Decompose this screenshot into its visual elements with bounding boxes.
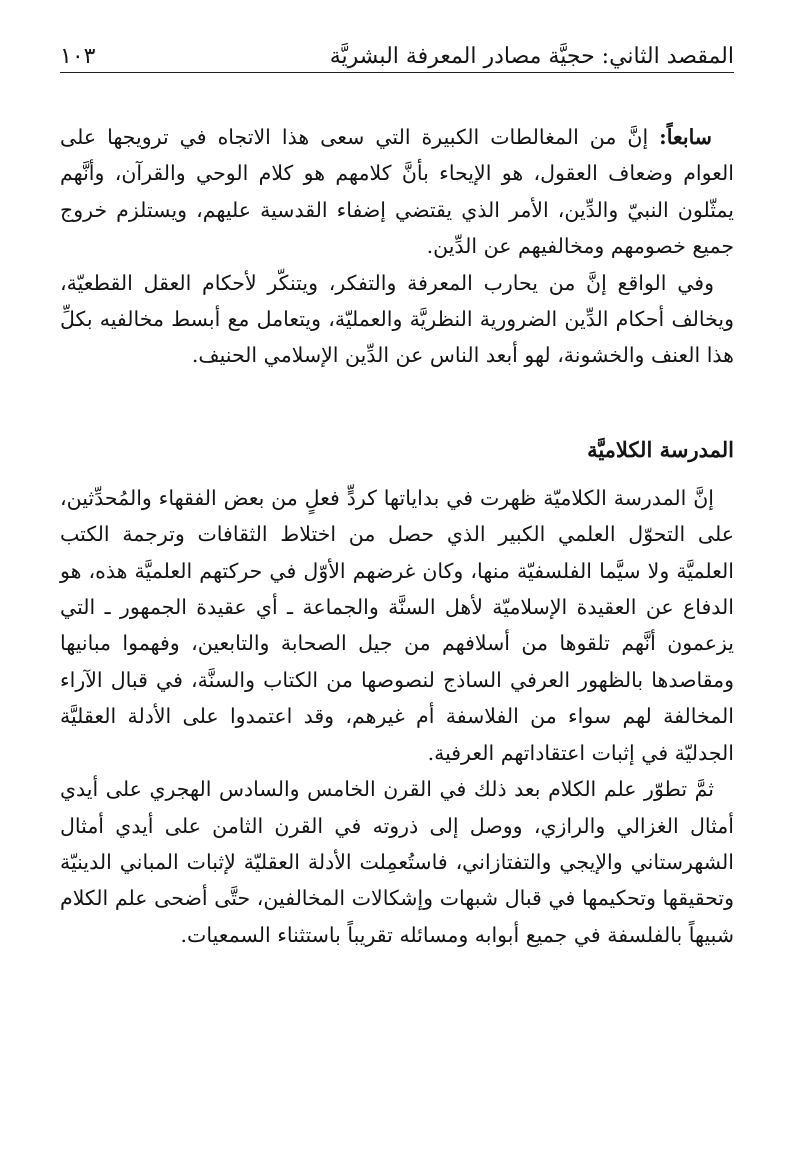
paragraph-seventh-point [60, 119, 734, 265]
book-page [60, 28, 734, 1169]
page-number: ١٠٣ [60, 44, 96, 69]
paragraph-text: إنَّ من المغالطات الكبيرة التي سعى هذا الاتجاه في ترويجها على العوام وضعاف العقول، هو الإيحاء بأنَّ كلامهم هو كلام الوحي والقرآن، وأنَّهم يمثّلون النبيّ والدِّين، الأمر الذي يقتضي إضفاء القدسية عليهم، ويستلزم خروج جميع خصومهم ومخالفيهم عن الدِّين. [60, 125, 734, 259]
running-header [60, 28, 734, 73]
section-heading: المدرسة الكلاميَّة [587, 436, 734, 462]
paragraph-lead-label: سابعاً: [659, 125, 712, 149]
paragraph-kalam-development: ثمَّ تطوّر علم الكلام بعد ذلك في القرن الخامس والسادس الهجري على أيدي أمثال الغزالي والرازي، ووصل إلى ذروته في القرن الثامن على أيدي أمثال الشهرستاني والإيجي والتفتازاني، فاستُعمِلت الأدلة العقليّة لإثبات المباني الدينيّة وتحقيقها وتحكيمها في قبال شبهات وإشكالات المخالفين، حتَّى أضحى علم الكلام شبيهاً بالفلسفة في جميع أبوابه ومسائله تقريباً باستثناء السمعيات. [60, 777, 734, 947]
page-body [60, 119, 734, 953]
paragraph-reality: وفي الواقع إنَّ من يحارب المعرفة والتفكر، ويتنكّر لأحكام العقل القطعيّة، ويخالف أحكام الدِّين الضرورية النظريَّة والعمليّة، ويتعامل مع أبسط مخالفيه بكلِّ هذا العنف والخشونة، لهو أبعد الناس عن الدِّين الإسلامي الحنيف. [60, 270, 734, 368]
running-header-title: المقصد الثاني: حجيَّة مصادر المعرفة البشريَّة [329, 44, 734, 69]
paragraph-kalam-origins: إنَّ المدرسة الكلاميّة ظهرت في بداياتها كردٍّ فعلٍ من بعض الفقهاء والمُحدِّثين، على التحوّل العلمي الكبير الذي حصل من اختلاط الثقافات وترجمة الكتب العلميَّة ولا سيَّما الفلسفيّة منها، وكان غرضهم الأوّل في حركتهم العلميَّة هذه، هو الدفاع عن العقيدة الإسلاميّة لأهل السنَّة والجماعة ـ أي عقيدة الجمهور ـ التي يزعمون أنَّهم تلقوها من أسلافهم من جيل الصحابة والتابعين، وفهموا مبانيها ومقاصدها بالظهور العرفي الساذج لنصوصها من الكتاب والسنَّة، في قبال الآراء المخالفة لهم سواء من الفلاسفة أم غيرهم، وقد اعتمدوا على الأدلة العقليَّة الجدليّة في إثبات اعتقاداتهم العرفية. [60, 485, 734, 765]
